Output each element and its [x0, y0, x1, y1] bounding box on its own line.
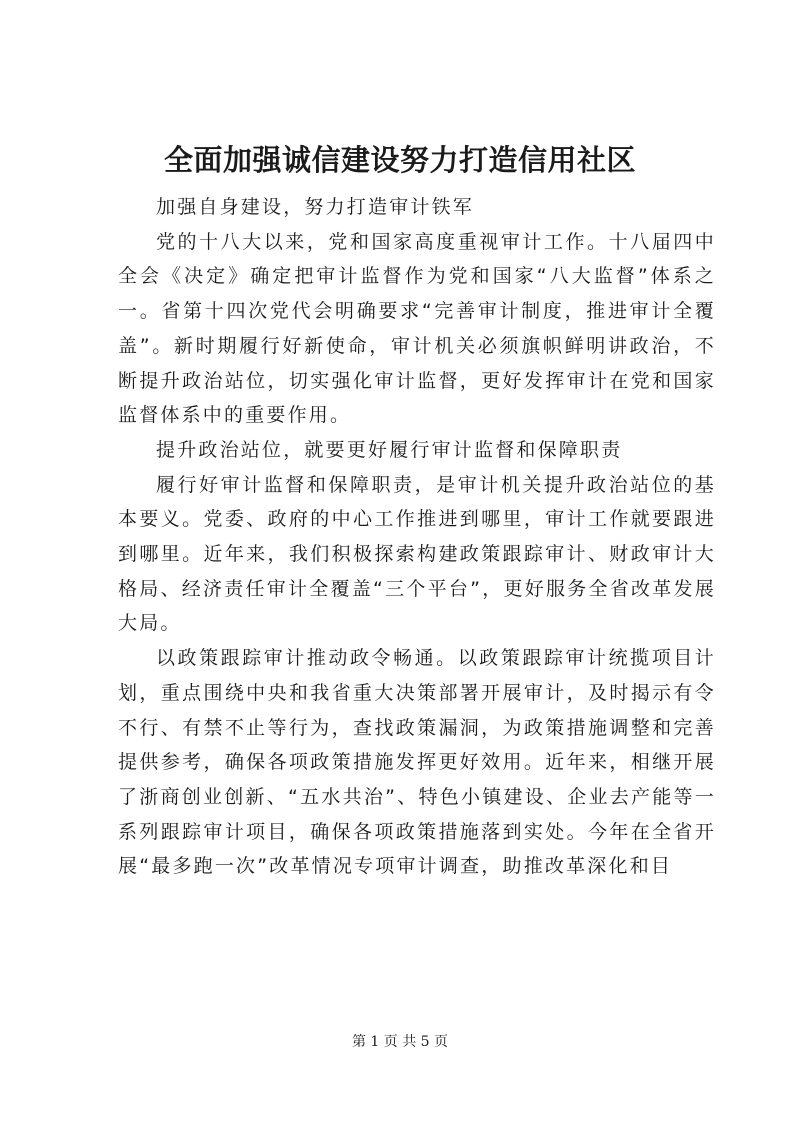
- paragraph: 以政策跟踪审计推动政令畅通。以政策跟踪审计统揽项目计划，重点围绕中央和我省重大决策部署开展审计，及时揭示有令不行、有禁不止等行为，查找政策漏洞，为政策措施调整和完善提供参考，确保各项政策措施发挥更好效用。近年来，相继开展了浙商创业创新、“五水共治”、特色小镇建设、企业去产能等一系列跟踪审计项目，确保各项政策措施落到实处。今年在全省开展“最多跑一次”改革情况专项审计调查，助推改革深化和目: [118, 647, 716, 878]
- section-heading: 提升政治站位，就要更好履行审计监督和保障职责: [156, 438, 623, 461]
- paragraph: 党的十八大以来，党和国家高度重视审计工作。十八届四中全会《决定》确定把审计监督作为党和国家“八大监督”体系之一。省第十四次党代会明确要求“完善审计制度，推进审计全覆盖”。新时期履行好新使命，审计机关必须旗帜鲜明讲政治，不断提升政治站位，切实强化审计监督，更好发挥审计在党和国家监督体系中的重要作用。: [118, 230, 716, 427]
- paragraph: 履行好审计监督和保障职责，是审计机关提升政治站位的基本要义。党委、政府的中心工作推进到哪里，审计工作就要跟进到哪里。近年来，我们积极探索构建政策跟踪审计、财政审计大格局、经济责任审计全覆盖“三个平台”，更好服务全省改革发展大局。: [118, 473, 716, 635]
- page-number: 第 1 页 共 5 页: [351, 1034, 449, 1050]
- document-title: 全面加强诚信建设努力打造信用社区: [163, 143, 636, 177]
- page-footer: [0, 1032, 800, 1052]
- document-body: [118, 190, 716, 884]
- section-heading: 加强自身建设，努力打造审计铁军: [156, 196, 475, 218]
